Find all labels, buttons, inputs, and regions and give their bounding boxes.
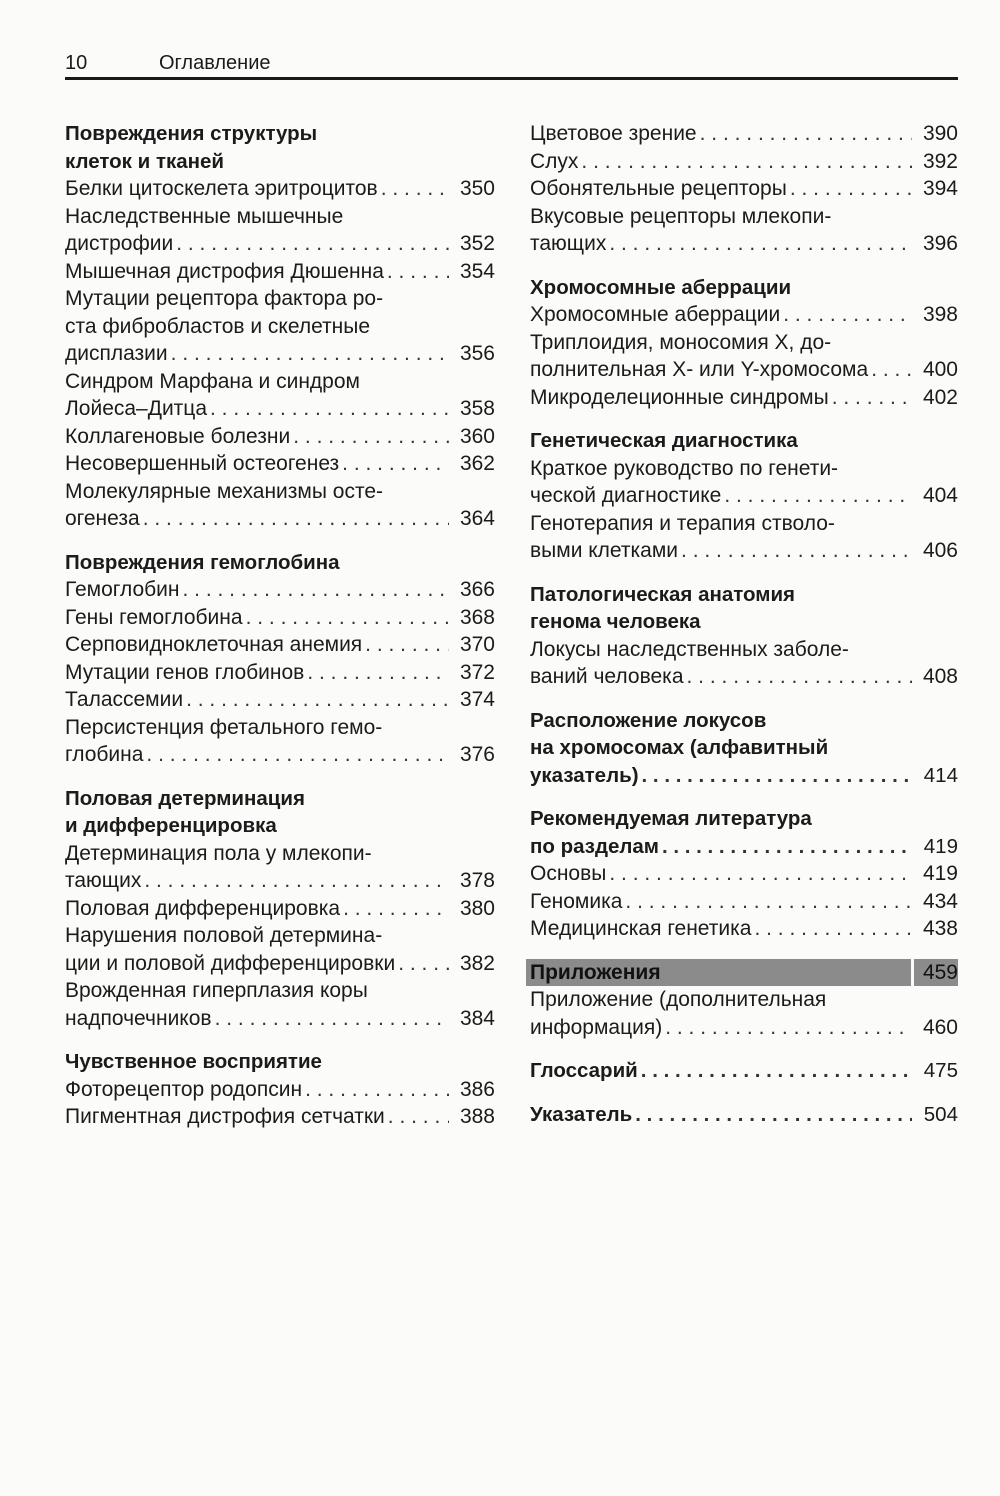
dot-leader — [721, 482, 912, 510]
toc-section — [530, 120, 958, 258]
toc-entry-line — [65, 1103, 495, 1131]
toc-entry-line — [65, 840, 495, 868]
dot-leader — [638, 1057, 912, 1085]
dot-leader — [180, 576, 450, 604]
dot-leader — [578, 148, 912, 176]
toc-page-number: 352 — [459, 232, 495, 255]
toc-entry[interactable] — [65, 478, 495, 533]
toc-entry-text: Рекомендуемая литература — [530, 807, 812, 830]
toc-page-number: 504 — [923, 1102, 958, 1126]
toc-entry[interactable] — [530, 915, 958, 943]
toc-entry-line — [530, 455, 958, 483]
section-heading-text: Патологическая анатомия — [530, 582, 796, 606]
toc-entry[interactable] — [530, 860, 958, 888]
section-heading-text: генома человека — [530, 610, 701, 633]
toc-entry-text: Цветовое зрение — [530, 122, 697, 145]
toc-page-number: 460 — [922, 1015, 958, 1039]
toc-entry-line — [530, 230, 958, 258]
section-spacer — [530, 950, 958, 959]
toc-entry-text: Мутации рецептора фактора ро- — [65, 287, 384, 310]
toc-entry-text: Белки цитоскелета эритроцитов — [65, 177, 378, 200]
toc-entry-text: ста фибробластов и скелетные — [65, 314, 371, 338]
dot-leader — [304, 659, 449, 687]
toc-entry-line — [65, 423, 495, 451]
toc-entry-text: Приложение (дополнительная — [530, 988, 827, 1011]
toc-section — [530, 796, 958, 943]
toc-page-number: 382 — [459, 951, 495, 975]
toc-entry-line — [530, 1057, 958, 1085]
dot-leader — [168, 340, 449, 368]
toc-entry-line — [65, 175, 495, 203]
toc-entry[interactable] — [530, 1057, 958, 1085]
dot-leader — [684, 663, 912, 691]
toc-entry-text: полнительная X- или Y-хромосома — [530, 358, 869, 381]
toc-entry-line — [65, 922, 495, 950]
toc-page-number: 475 — [923, 1059, 958, 1082]
toc-entry-line — [530, 175, 958, 203]
toc-page-number: 404 — [922, 484, 958, 507]
toc-entry[interactable] — [65, 1103, 495, 1131]
toc-entry[interactable] — [65, 922, 495, 977]
toc-page-number: 372 — [459, 660, 495, 684]
section-spacer — [530, 418, 958, 427]
toc-page-number: 356 — [459, 342, 495, 365]
dot-leader — [340, 895, 449, 923]
toc-entry-text: Геномика — [530, 889, 623, 913]
toc-entry[interactable] — [65, 895, 495, 923]
toc-entry[interactable] — [65, 258, 495, 286]
toc-page-number: 400 — [922, 358, 958, 381]
header-rule — [65, 77, 958, 80]
toc-entry[interactable] — [530, 636, 958, 691]
toc-entry-line — [65, 1005, 495, 1033]
toc-entry-text: Мышечная дистрофия Дюшенна — [65, 259, 384, 283]
toc-page-number: 366 — [459, 578, 495, 601]
toc-entry-line — [530, 833, 958, 861]
toc-page-number: 434 — [922, 889, 958, 913]
toc-entry-line — [65, 1076, 495, 1104]
toc-entry-text: Обонятельные рецепторы — [530, 177, 787, 200]
toc-entry-line — [65, 686, 495, 714]
toc-entry[interactable] — [530, 175, 958, 203]
toc-entry-line — [530, 707, 958, 735]
toc-page-number: 370 — [459, 633, 495, 656]
toc-entry-text: Гены гемоглобина — [65, 605, 243, 629]
toc-entry-text: Половая дифференцировка — [65, 896, 341, 920]
toc-entry-text: Молекулярные механизмы осте- — [65, 479, 384, 503]
dot-leader — [140, 505, 449, 533]
toc-page-number: 414 — [923, 763, 958, 787]
toc-entry-text: Триплоидия, моносомия X, до- — [530, 330, 832, 354]
page-title: Оглавление — [159, 52, 271, 74]
page-header — [65, 50, 958, 80]
toc-page-number: 384 — [459, 1006, 495, 1030]
toc-entry-text: Врожденная гиперплазия коры — [65, 979, 368, 1002]
toc-entry[interactable] — [65, 576, 495, 604]
toc-entry-text: Гемоглобин — [65, 578, 180, 601]
toc-entry-text: выми клетками — [530, 539, 679, 562]
toc-entry-text: Детерминация пола у млекопи- — [65, 841, 372, 865]
toc-entry-line — [530, 734, 958, 762]
toc-entry-text: дистрофии — [65, 232, 174, 255]
toc-entry-text: по разделам — [530, 834, 659, 858]
toc-entry-text: Лойеса–Дитца — [65, 397, 208, 420]
toc-entry-text: надпочечников — [65, 1006, 212, 1030]
toc-entry-text: Хромосомные аберрации — [530, 303, 781, 326]
toc-entry[interactable] — [530, 384, 958, 412]
toc-entry[interactable] — [65, 659, 495, 687]
toc-entry-line — [65, 368, 495, 396]
toc-entry-text: Микроделеционные синдромы — [530, 385, 829, 409]
toc-entry-text: огенеза — [65, 507, 140, 530]
toc-entry-line — [530, 805, 958, 833]
toc-page-number: 398 — [922, 303, 958, 326]
toc-entry[interactable] — [65, 686, 495, 714]
section-spacer — [65, 1039, 495, 1048]
toc-entry[interactable] — [530, 1101, 958, 1129]
toc-page-number: 419 — [922, 862, 958, 885]
dot-leader — [290, 423, 449, 451]
toc-section — [65, 120, 495, 533]
toc-entry-line — [65, 631, 495, 659]
section-heading-text: Повреждения гемоглобина — [65, 550, 340, 574]
toc-entry-line — [65, 258, 495, 286]
toc-entry-line — [530, 915, 958, 943]
toc-section — [530, 418, 958, 565]
toc-entry-line — [530, 1101, 958, 1129]
toc-entry-line — [65, 895, 495, 923]
toc-entry-line — [65, 203, 495, 231]
section-heading-text: Генетическая диагностика — [530, 429, 798, 452]
toc-section — [65, 776, 495, 1033]
toc-entry-line — [530, 888, 958, 916]
section-heading — [65, 120, 495, 148]
toc-entry-line — [65, 230, 495, 258]
toc-entry[interactable] — [65, 450, 495, 478]
dot-leader — [395, 950, 449, 978]
toc-entry-line — [530, 148, 958, 176]
toc-section — [530, 572, 958, 691]
toc-entry-line — [530, 356, 958, 384]
toc-entry-text: Фоторецептор родопсин — [65, 1077, 303, 1101]
toc-page-number: 350 — [459, 177, 495, 200]
toc-entry[interactable] — [65, 977, 495, 1032]
toc-entry-line — [65, 285, 495, 313]
section-heading — [530, 274, 958, 302]
section-spacer — [530, 796, 958, 805]
toc-entry[interactable] — [530, 148, 958, 176]
section-spacer — [530, 265, 958, 274]
toc-entry-text: Наследственные мышечные — [65, 204, 344, 228]
toc-entry[interactable] — [530, 888, 958, 916]
toc-entry[interactable] — [65, 631, 495, 659]
toc-entry-text: Вкусовые рецепторы млекопи- — [530, 204, 832, 228]
dot-leader — [243, 604, 449, 632]
toc-entry-text: Талассемии — [65, 688, 184, 711]
dot-leader — [143, 741, 449, 769]
toc-entry[interactable] — [65, 368, 495, 423]
dot-leader — [678, 537, 912, 565]
section-heading — [65, 812, 495, 840]
toc-entry-text: Пигментная дистрофия сетчатки — [65, 1105, 385, 1128]
toc-entry-text: Синдром Марфана и синдром — [65, 369, 360, 393]
toc-entry-line — [530, 203, 958, 231]
toc-section — [530, 1092, 958, 1129]
toc-entry[interactable] — [65, 604, 495, 632]
section-spacer — [65, 776, 495, 785]
toc-entry-text: дисплазии — [65, 342, 168, 365]
toc-page-number: 438 — [922, 917, 958, 940]
toc-section — [65, 1039, 495, 1131]
toc-entry-text: Слух — [530, 149, 579, 173]
dot-leader — [385, 1103, 449, 1131]
dot-leader — [173, 230, 449, 258]
toc-entry-text: Персистенция фетального гемо- — [65, 715, 383, 739]
toc-page-number: 374 — [459, 688, 495, 711]
toc-entry-text: Глоссарий — [530, 1059, 638, 1082]
toc-page-number: 360 — [459, 424, 495, 448]
toc-entry-line — [65, 340, 495, 368]
toc-page-number: 386 — [459, 1077, 495, 1101]
toc-section — [530, 265, 958, 412]
dot-leader — [606, 230, 912, 258]
toc-page-number: 394 — [922, 177, 958, 200]
section-heading — [530, 427, 958, 455]
section-heading-text: Половая детерминация — [65, 786, 305, 810]
toc-entry[interactable] — [530, 510, 958, 565]
toc-entry-text: Коллагеновые болезни — [65, 424, 291, 448]
toc-page-number: 406 — [922, 539, 958, 562]
toc-page-number: 396 — [922, 232, 958, 255]
dot-leader — [384, 258, 449, 286]
toc-page-number: 364 — [459, 507, 495, 530]
dot-leader — [780, 301, 912, 329]
toc-entry-line — [65, 867, 495, 895]
toc-entry-line — [530, 762, 958, 790]
toc-entry-line — [530, 860, 958, 888]
toc-entry-line — [530, 120, 958, 148]
dot-leader — [787, 175, 912, 203]
toc-entry-line — [530, 537, 958, 565]
toc-entry-line — [65, 395, 495, 423]
section-spacer — [65, 540, 495, 549]
toc-entry[interactable] — [530, 986, 958, 1041]
toc-entry-line — [530, 986, 958, 1014]
toc-page-number: 358 — [459, 397, 495, 420]
toc-entry-line — [65, 450, 495, 478]
toc-entry-line — [65, 714, 495, 742]
toc-entry-line — [530, 663, 958, 691]
appendix-band[interactable] — [526, 959, 958, 987]
dot-leader — [183, 686, 449, 714]
section-spacer — [530, 572, 958, 581]
section-spacer — [530, 698, 958, 707]
toc-entry-line — [530, 482, 958, 510]
dot-leader — [632, 1101, 912, 1129]
toc-page-number: 380 — [459, 896, 495, 920]
dot-leader — [829, 384, 912, 412]
toc-entry-text: Медицинская генетика — [530, 917, 752, 940]
toc-page-number: 392 — [922, 149, 958, 173]
toc-entry-line — [65, 313, 495, 341]
toc-entry-text: Нарушения половой детермина- — [65, 924, 383, 947]
dot-leader — [697, 120, 912, 148]
toc-entry-text: информация) — [530, 1015, 663, 1039]
dot-leader — [659, 833, 912, 861]
toc-entry[interactable] — [530, 455, 958, 510]
toc-entry-line — [65, 505, 495, 533]
toc-entry[interactable] — [65, 423, 495, 451]
toc-section — [65, 540, 495, 769]
toc-entry[interactable] — [530, 707, 958, 790]
toc-entry-text: Указатель — [530, 1102, 633, 1126]
toc-entry-line — [530, 329, 958, 357]
section-heading — [65, 148, 495, 176]
toc-entry-text: Локусы наследственных заболе- — [530, 637, 849, 661]
dot-leader — [302, 1076, 449, 1104]
section-heading — [530, 608, 958, 636]
toc-entry-text: указатель) — [530, 763, 639, 787]
toc-entry-line — [65, 659, 495, 687]
toc-entry[interactable] — [530, 329, 958, 384]
section-heading — [65, 1048, 495, 1076]
toc-entry[interactable] — [65, 1076, 495, 1104]
page-number: 10 — [65, 52, 88, 74]
dot-leader — [868, 356, 912, 384]
toc-entry-text: Генотерапия и терапия стволо- — [530, 511, 835, 535]
toc-entry-text: Расположение локусов — [530, 708, 767, 732]
toc-entry[interactable] — [65, 175, 495, 203]
appendix-band-label: Приложения — [530, 960, 661, 984]
toc-entry[interactable] — [65, 714, 495, 769]
toc-entry-text: Несовершенный остеогенез — [65, 452, 340, 475]
toc-entry-line — [65, 576, 495, 604]
dot-leader — [378, 175, 449, 203]
toc-section — [530, 698, 958, 790]
dot-leader — [362, 631, 449, 659]
toc-entry-line — [65, 977, 495, 1005]
section-heading — [65, 549, 495, 577]
toc-entry-line — [65, 950, 495, 978]
toc-entry-line — [530, 384, 958, 412]
section-heading-text: клеток и тканей — [65, 149, 225, 173]
dot-leader — [212, 1005, 449, 1033]
toc-entry-line — [530, 636, 958, 664]
dot-leader — [622, 888, 912, 916]
toc-entry-text: на хромосомах (алфавитный — [530, 736, 829, 759]
toc-entry[interactable] — [530, 805, 958, 860]
toc-entry[interactable] — [530, 301, 958, 329]
section-heading — [530, 581, 958, 609]
section-heading-text: Хромосомные аберрации — [530, 275, 792, 299]
toc-entry-text: ваний человека — [530, 665, 684, 688]
toc-entry[interactable] — [65, 285, 495, 368]
toc-page-number: 368 — [459, 605, 495, 629]
dot-leader — [751, 915, 912, 943]
toc-section — [530, 1048, 958, 1085]
toc-page-number: 388 — [459, 1105, 495, 1128]
toc-section — [530, 950, 958, 1042]
section-heading-text: Повреждения структуры — [65, 122, 318, 145]
toc-page-number: 378 — [459, 869, 495, 892]
toc-entry-text: Мутации генов глобинов — [65, 660, 305, 684]
toc-entry[interactable] — [65, 840, 495, 895]
section-heading-text: и дифференцировка — [65, 814, 277, 837]
toc-entry-line — [530, 301, 958, 329]
dot-leader — [339, 450, 449, 478]
toc-left-column — [65, 120, 495, 1138]
toc-entry[interactable] — [65, 203, 495, 258]
toc-entry-line — [65, 478, 495, 506]
section-spacer — [530, 1048, 958, 1057]
section-heading — [65, 785, 495, 813]
toc-entry-line — [65, 604, 495, 632]
toc-page-number: 419 — [923, 834, 958, 858]
toc-page-number: 402 — [922, 385, 958, 409]
dot-leader — [606, 860, 912, 888]
section-heading-text: Чувственное восприятие — [65, 1050, 322, 1073]
dot-leader — [662, 1014, 912, 1042]
toc-entry-text: ции и половой дифференцировки — [65, 951, 396, 975]
toc-entry-text: глобина — [65, 743, 144, 766]
toc-entry-text: Серповидноклеточная анемия — [65, 633, 363, 656]
dot-leader — [639, 762, 912, 790]
toc-right-column — [530, 120, 958, 1135]
toc-entry-text: ческой диагностике — [530, 484, 722, 507]
section-spacer — [530, 1092, 958, 1101]
dot-leader — [207, 395, 449, 423]
toc-page-number: 354 — [459, 259, 495, 283]
toc-entry-text: тающих — [530, 232, 607, 255]
toc-page-number: 362 — [459, 452, 495, 475]
toc-page-number: 408 — [922, 665, 958, 688]
toc-entry[interactable] — [530, 203, 958, 258]
dot-leader — [141, 867, 449, 895]
toc-entry-text: Основы — [530, 862, 607, 885]
toc-page-number: 390 — [922, 122, 958, 145]
appendix-band-page: 459 — [911, 959, 958, 987]
toc-entry-line — [530, 1014, 958, 1042]
toc-entry-line — [65, 741, 495, 769]
toc-entry-line — [530, 510, 958, 538]
toc-entry[interactable] — [530, 120, 958, 148]
toc-entry-text: Краткое руководство по генети- — [530, 456, 839, 480]
toc-page-number: 376 — [459, 743, 495, 766]
toc-entry-text: тающих — [65, 869, 142, 892]
